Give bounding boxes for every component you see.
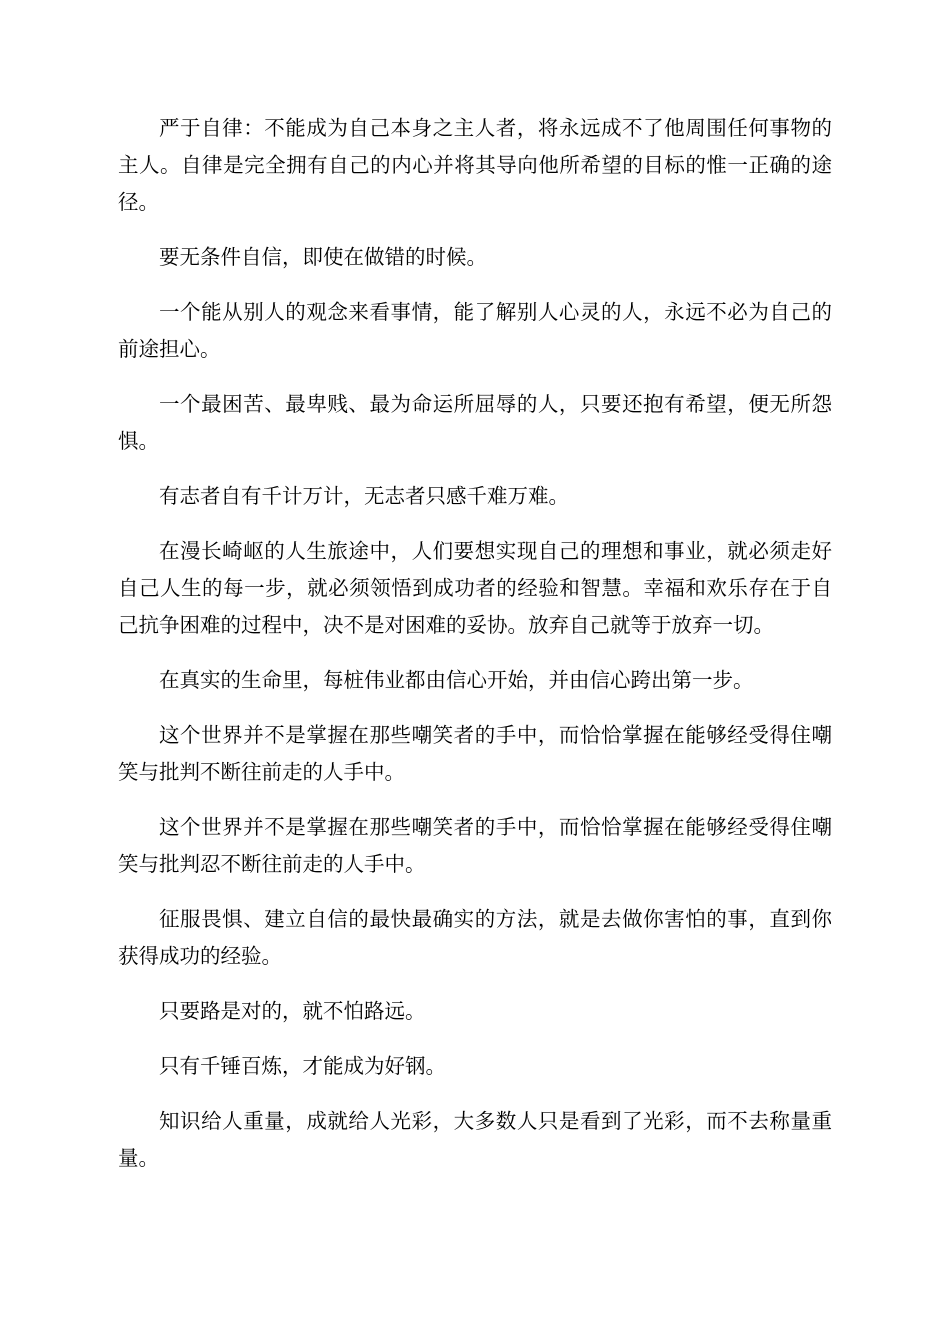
paragraph-understand-others: 一个能从别人的观念来看事情，能了解别人心灵的人，永远不必为自己的前途担心。 [118,300,832,361]
paragraph-hope: 一个最困苦、最卑贱、最为命运所屈辱的人，只要还抱有希望，便无所怨惧。 [118,392,832,453]
paragraph-self-discipline: 严于自律：不能成为自己本身之主人者，将永远成不了他周围任何事物的主人。自律是完全拥有自己的内心并将其导向他所希望的目标的惟一正确的途径。 [118,116,832,214]
paragraph-conquer-fear: 征服畏惧、建立自信的最快最确实的方法，就是去做你害怕的事，直到你获得成功的经验。 [118,907,832,968]
paragraph-will: 有志者自有千计万计，无志者只感千难万难。 [159,484,569,508]
paragraph-good-steel: 只有千锤百炼，才能成为好钢。 [159,1054,446,1078]
document-body [118,110,832,1195]
paragraph-world-mockers-2: 这个世界并不是掌握在那些嘲笑者的手中，而恰恰掌握在能够经受得住嘲笑与批判忍不断往前走的人手中。 [118,815,832,876]
paragraph-right-road: 只要路是对的，就不怕路远。 [159,999,426,1023]
paragraph-faith: 在真实的生命里，每桩伟业都由信心开始，并由信心跨出第一步。 [159,668,754,692]
paragraph-unconditional-confidence: 要无条件自信，即使在做错的时候。 [159,245,487,269]
paragraph-knowledge-weight: 知识给人重量，成就给人光彩，大多数人只是看到了光彩，而不去称量重量。 [118,1109,832,1170]
paragraph-world-mockers-1: 这个世界并不是掌握在那些嘲笑者的手中，而恰恰掌握在能够经受得住嘲笑与批判不断往前走的人手中。 [118,723,832,784]
paragraph-life-journey: 在漫长崎岖的人生旅途中，人们要想实现自己的理想和事业，就必须走好自己人生的每一步，就必须领悟到成功者的经验和智慧。幸福和欢乐存在于自己抗争困难的过程中，决不是对困难的妥协。放弃自己就等于放弃一切。 [118,539,832,637]
